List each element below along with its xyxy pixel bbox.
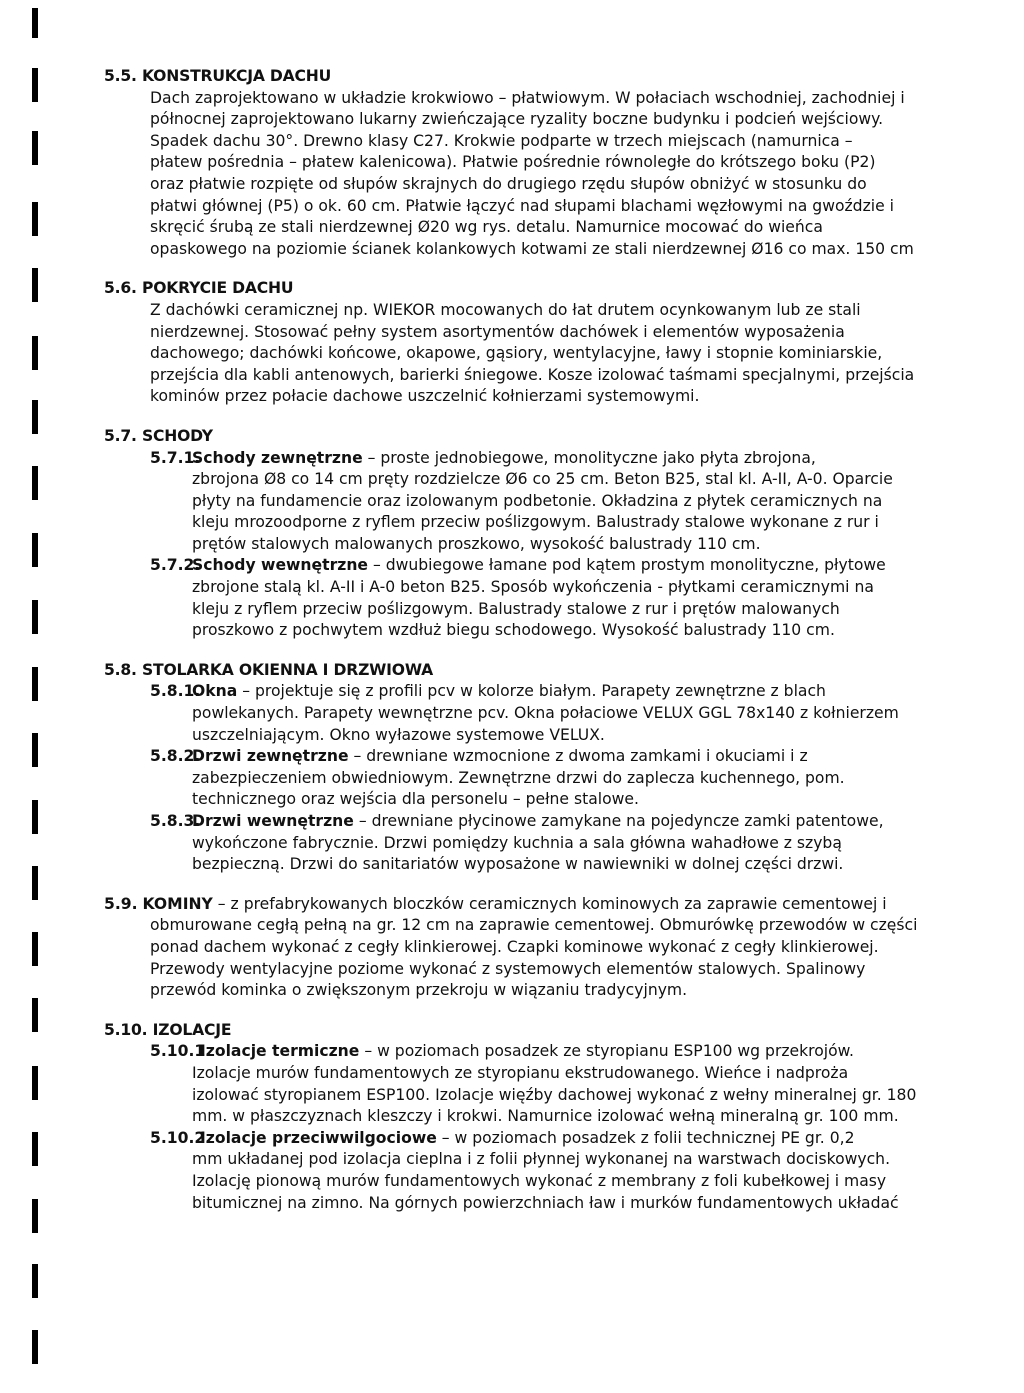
section-body bbox=[104, 915, 984, 1001]
section-number: 5.9. bbox=[104, 894, 138, 913]
binding-mark bbox=[32, 268, 38, 302]
subsection-number: 5.10.1. bbox=[150, 1042, 212, 1061]
subsection-title: Izolacje przeciwwilgociowe bbox=[200, 1128, 437, 1147]
text-line: Izolacje murów fundamentowych ze styropianu ekstrudowanego. Wieńce i nadproża bbox=[192, 1063, 849, 1082]
binding-mark bbox=[32, 400, 38, 434]
text-line bbox=[104, 894, 984, 916]
section-body bbox=[104, 300, 984, 408]
subsection-external-doors bbox=[104, 746, 984, 811]
binding-mark bbox=[32, 800, 38, 834]
subsection-external-stairs bbox=[104, 448, 984, 556]
subsection-title: Okna bbox=[192, 682, 238, 701]
text-line bbox=[192, 448, 984, 470]
binding-mark bbox=[32, 667, 38, 701]
text-line: obmurowane cegłą pełną na gr. 12 cm na zaprawie cementowej. Obmurówkę przewodów w części bbox=[150, 916, 918, 935]
binding-mark bbox=[32, 1199, 38, 1233]
text-span: – drewniane wzmocnione z dwoma zamkami i okuciami i z bbox=[348, 747, 808, 766]
section-insulation bbox=[104, 1020, 984, 1214]
text-line: opaskowego na poziomie ścianek kolankowych kotwami ze stali nierdzewnej Ø16 co max. 150 cm bbox=[150, 239, 914, 258]
text-span: – dwubiegowe łamane pod kątem prostym monolityczne, płytowe bbox=[368, 556, 886, 575]
scan-binding-marks bbox=[0, 0, 40, 1393]
binding-mark bbox=[32, 336, 38, 370]
text-span: – drewniane płycinowe zamykane na pojedyncze zamki patentowe, bbox=[353, 812, 884, 830]
text-line: skręcić śrubą ze stali nierdzewnej Ø20 wg rys. detalu. Namurnice mocować do wieńca bbox=[150, 218, 823, 237]
subsection-number: 5.8.1. bbox=[150, 682, 201, 701]
binding-mark bbox=[32, 1066, 38, 1100]
section-joinery bbox=[104, 660, 984, 876]
section-chimneys bbox=[104, 894, 984, 1002]
section-heading: 5.10. IZOLACJE bbox=[104, 1020, 232, 1039]
text-line: kleju mrozoodporne z ryflem przeciw poślizgowym. Balustrady stalowe wykonane z rur i bbox=[192, 513, 879, 532]
text-line bbox=[192, 811, 984, 833]
binding-mark bbox=[32, 932, 38, 966]
binding-mark bbox=[32, 202, 38, 236]
text-line: zbrojona Ø8 co 14 cm pręty rozdzielcze Ø6 co 25 cm. Beton B25, stal kl. A-II, A-0. Oparcie bbox=[192, 470, 893, 489]
text-line: północnej zaprojektowano lukarny zwieńczające ryzality boczne budynku i podcień wejściowy. bbox=[150, 110, 884, 129]
text-line: bezpieczną. Drzwi do sanitariatów wyposażone w nawiewniki w dolnej części drzwi. bbox=[192, 855, 844, 874]
subsection-internal-doors bbox=[104, 811, 984, 876]
binding-mark bbox=[32, 1264, 38, 1298]
text-line: Przewody wentylacyjne poziome wykonać z systemowych elementów stalowych. Spalinowy bbox=[150, 959, 866, 978]
text-line: ponad dachem wykonać z cegły klinkierowej. Czapki kominowe wykonać z cegły klinkierowej. bbox=[150, 937, 879, 956]
text-line: nierdzewnej. Stosować pełny system asortymentów dachówek i elementów wyposażenia bbox=[150, 322, 845, 341]
text-line: dachowego; dachówki końcowe, okapowe, gąsiory, wentylacyjne, ławy i stopnie kominiarskie, bbox=[150, 344, 883, 363]
subsection-number: 5.8.2. bbox=[150, 747, 201, 766]
text-line bbox=[192, 681, 984, 703]
text-line: uszczelniającym. Okno wyłazowe systemowe VELUX. bbox=[192, 725, 605, 744]
text-line: prętów stalowych malowanych proszkowo, wysokość balustrady 110 cm. bbox=[192, 534, 761, 553]
section-body bbox=[104, 88, 984, 261]
binding-mark bbox=[32, 466, 38, 500]
subsection-title: Drzwi wewnętrzne bbox=[192, 812, 354, 830]
text-line: wykończone fabrycznie. Drzwi pomiędzy kuchnia a sala główna wahadłowe z szybą bbox=[192, 833, 842, 852]
text-line: przewód kominka o zwiększonym przekroju w wiązaniu tradycyjnym. bbox=[150, 981, 688, 1000]
text-span: – z prefabrykowanych bloczków ceramicznych kominowych za zaprawie cementowej i bbox=[212, 894, 887, 913]
subsection-title: Izolacje termiczne bbox=[200, 1042, 360, 1061]
text-line: płyty na fundamencie oraz izolowanym podbetonie. Okładzina z płytek ceramicznych na bbox=[192, 491, 883, 510]
text-line: mm układanej pod izolacja cieplna i z folii płynnej wykonanej na warstwach dociskowych. bbox=[192, 1150, 891, 1169]
text-line: bitumicznej na zimno. Na górnych powierzchniach ław i murków fundamentowych układać bbox=[192, 1193, 899, 1212]
subsection-number: 5.10.2. bbox=[150, 1128, 212, 1147]
binding-mark bbox=[32, 1330, 38, 1364]
text-span: – projektuje się z profili pcv w kolorze białym. Parapety zewnętrzne z blach bbox=[237, 682, 826, 701]
subsection-title: Drzwi zewnętrzne bbox=[192, 747, 349, 766]
text-line bbox=[192, 555, 984, 577]
text-span: – w poziomach posadzek z folii technicznej PE gr. 0,2 bbox=[436, 1128, 855, 1147]
section-roof-structure bbox=[104, 66, 984, 260]
text-line: izolować styropianem ESP100. Izolacje więźby dachowej wykonać z wełny mineralnej gr. 180 bbox=[192, 1085, 917, 1104]
text-line: przejścia dla kabli antenowych, barierki śniegowe. Kosze izolować taśmami specjalnymi, przejścia bbox=[150, 365, 915, 384]
text-line: zabezpieczeniem obwiedniowym. Zewnętrzne drzwi do zaplecza kuchennego, pom. bbox=[192, 768, 845, 787]
subsection-windows bbox=[104, 681, 984, 746]
text-line: powlekanych. Parapety wewnętrzne pcv. Okna połaciowe VELUX GGL 78x140 z kołnierzem bbox=[192, 704, 899, 723]
text-line: Z dachówki ceramicznej np. WIEKOR mocowanych do łat drutem ocynkowanym lub ze stali bbox=[150, 300, 861, 319]
text-line: płatwi głównej (P5) o ok. 60 cm. Płatwie łączyć nad słupami blachami węzłowymi na gwoździe i bbox=[150, 196, 894, 215]
section-stairs bbox=[104, 426, 984, 642]
section-heading: 5.5. KONSTRUKCJA DACHU bbox=[104, 67, 332, 85]
subsection-thermal-insulation bbox=[104, 1041, 984, 1127]
text-line: technicznego oraz wejścia dla personelu – pełne stalowe. bbox=[192, 790, 639, 809]
binding-mark bbox=[32, 8, 38, 38]
subsection-damp-insulation bbox=[104, 1128, 984, 1214]
text-line: płatew pośrednia – płatew kalenicowa). Płatwie pośrednie równoległe do krótszego boku (P2) bbox=[150, 153, 876, 172]
subsection-title: Schody wewnętrzne bbox=[192, 556, 369, 575]
text-line: proszkowo z pochwytem wzdłuż biegu schodowego. Wysokość balustrady 110 cm. bbox=[192, 621, 835, 640]
subsection-number: 5.7.2. bbox=[150, 556, 201, 575]
text-line: zbrojone stalą kl. A-II i A-0 beton B25. Sposób wykończenia - płytkami ceramicznymi na bbox=[192, 578, 874, 597]
section-title: KOMINY bbox=[142, 894, 213, 913]
document-page bbox=[104, 66, 984, 1232]
binding-mark bbox=[32, 998, 38, 1032]
text-span: – proste jednobiegowe, monolityczne jako płyta zbrojona, bbox=[362, 448, 816, 467]
text-line: Spadek dachu 30°. Drewno klasy C27. Krokwie podparte w trzech miejscach (namurnica – bbox=[150, 131, 853, 150]
text-line: mm. w płaszczyznach kleszczy i krokwi. Namurnice izolować wełną mineralną gr. 100 mm. bbox=[192, 1107, 899, 1126]
binding-mark bbox=[32, 1132, 38, 1166]
section-heading: 5.6. POKRYCIE DACHU bbox=[104, 279, 294, 298]
subsection-number: 5.7.1. bbox=[150, 448, 201, 467]
text-line bbox=[192, 746, 984, 768]
text-line: Dach zaprojektowano w układzie krokwiowo – płatwiowym. W połaciach wschodniej, zachodniej i bbox=[150, 88, 905, 107]
binding-mark bbox=[32, 533, 38, 567]
text-span: – w poziomach posadzek ze styropianu ESP100 wg przekrojów. bbox=[359, 1042, 854, 1061]
section-heading: 5.8. STOLARKA OKIENNA I DRZWIOWA bbox=[104, 660, 434, 679]
binding-mark bbox=[32, 131, 38, 165]
section-roof-covering bbox=[104, 278, 984, 408]
subsection-internal-stairs bbox=[104, 555, 984, 641]
text-line: kominów przez połacie dachowe uszczelnić kołnierzami systemowymi. bbox=[150, 387, 700, 406]
binding-mark bbox=[32, 866, 38, 900]
section-heading: 5.7. SCHODY bbox=[104, 426, 213, 445]
text-line bbox=[192, 1128, 984, 1150]
binding-mark bbox=[32, 600, 38, 634]
binding-mark bbox=[32, 68, 38, 102]
text-line bbox=[192, 1041, 984, 1063]
text-line: Izolację pionową murów fundamentowych wykonać z membrany z foli kubełkowej i masy bbox=[192, 1171, 887, 1190]
text-line: kleju z ryflem przeciw poślizgowym. Balustrady stalowe z rur i prętów malowanych bbox=[192, 599, 840, 618]
subsection-number: 5.8.3. bbox=[150, 812, 201, 830]
text-line: oraz płatwie rozpięte od słupów skrajnych do drugiego rzędu słupów obniżyć w stosunku do bbox=[150, 174, 867, 193]
subsection-title: Schody zewnętrzne bbox=[192, 448, 363, 467]
binding-mark bbox=[32, 733, 38, 767]
